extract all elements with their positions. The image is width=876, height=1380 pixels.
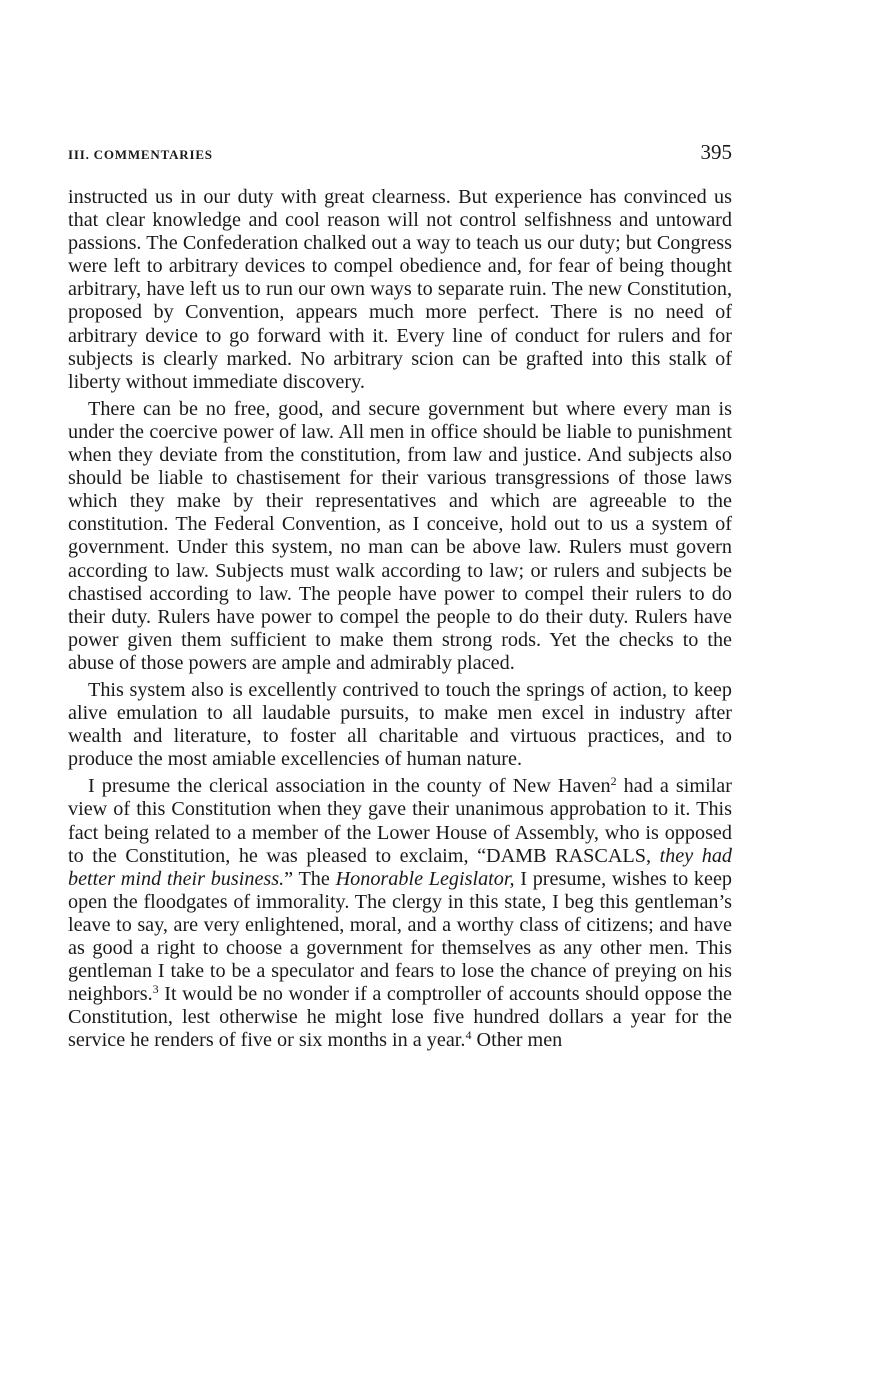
paragraph-4-text: It would be no wonder if a comptroller of accounts should oppose the Constitution, lest otherwise he might lose five hundred dollars a year for the service he renders of five or six months in a year. bbox=[68, 983, 732, 1052]
body-text bbox=[68, 186, 732, 1052]
paragraph-3: This system also is excellently contrived to touch the springs of action, to keep alive emulation to all laudable pursuits, to make men excel in industry after wealth and literature, to foster all charitable and virtuous practices, and to produce the most amiable excellencies of human nature. bbox=[68, 678, 732, 771]
footnote-marker-4: 4 bbox=[465, 1028, 472, 1043]
document-page bbox=[68, 140, 732, 1052]
paragraph-2: There can be no free, good, and secure government but where every man is under the coercive power of law. All men in office should be liable to punishment when they deviate from the constitution, from law and justice. And subjects also should be liable to chastisement for their various transgressions of those laws which they make by their representatives and which are agreeable to the constitution. The Federal Convention, as I conceive, hold out to us a system of government. Under this system, no man can be above law. Rulers must govern according to law. Subjects must walk according to law; or rulers and subjects be chastised according to law. The people have power to compel their rulers to do their duty. Rulers have power to compel the people to do their duty. Rulers have power given them sufficient to make them strong rods. Yet the checks to the abuse of those powers are ample and admirably placed. bbox=[68, 397, 732, 674]
paragraph-4-text: Other men bbox=[471, 1029, 563, 1052]
paragraph-4-text: I presume, wishes to keep open the floodgates of immorality. The clergy in this state, I beg this gentleman’s leave to say, are very enlightened, moral, and a worthy class of citizens; and have as good a right to choose a government for themselves as any other men. This gentleman I take to be a speculator and fears to lose the chance of preying on his neighbors. bbox=[68, 867, 732, 1006]
paragraph-4-text: I presume the clerical association in the county of New Haven bbox=[88, 775, 611, 798]
paragraph-4-text: had a similar view of this Constitution when they gave their unanimous approbation to it. This fact being related to a member of the Lower House of Assembly, who is opposed to the Constitution, he was pleased to exclaim, “DAMB RASCALS, bbox=[68, 775, 732, 867]
footnote-marker-3: 3 bbox=[152, 982, 159, 997]
italic-title: Honorable Legislator, bbox=[335, 867, 515, 890]
section-heading: III. COMMENTARIES bbox=[68, 147, 213, 162]
footnote-marker-2: 2 bbox=[610, 774, 617, 789]
running-head bbox=[68, 140, 732, 178]
quoted-italic-text: they had better mind their business. bbox=[68, 844, 733, 890]
paragraph-4-text: ” The bbox=[284, 867, 336, 890]
paragraph-4 bbox=[68, 775, 732, 1052]
page-number: 395 bbox=[700, 140, 732, 164]
paragraph-1: instructed us in our duty with great clearness. But experience has convinced us that clear knowledge and cool reason will not control selfishness and untoward passions. The Confederation chalked out a way to teach us our duty; but Congress were left to arbitrary devices to compel obedience and, for fear of being thought arbitrary, have left us to run our own ways to separate ruin. The new Constitution, proposed by Convention, appears much more perfect. There is no need of arbitrary device to go forward with it. Every line of conduct for rulers and for subjects is clearly marked. No arbitrary scion can be grafted into this stalk of liberty without immediate discovery. bbox=[68, 186, 732, 393]
